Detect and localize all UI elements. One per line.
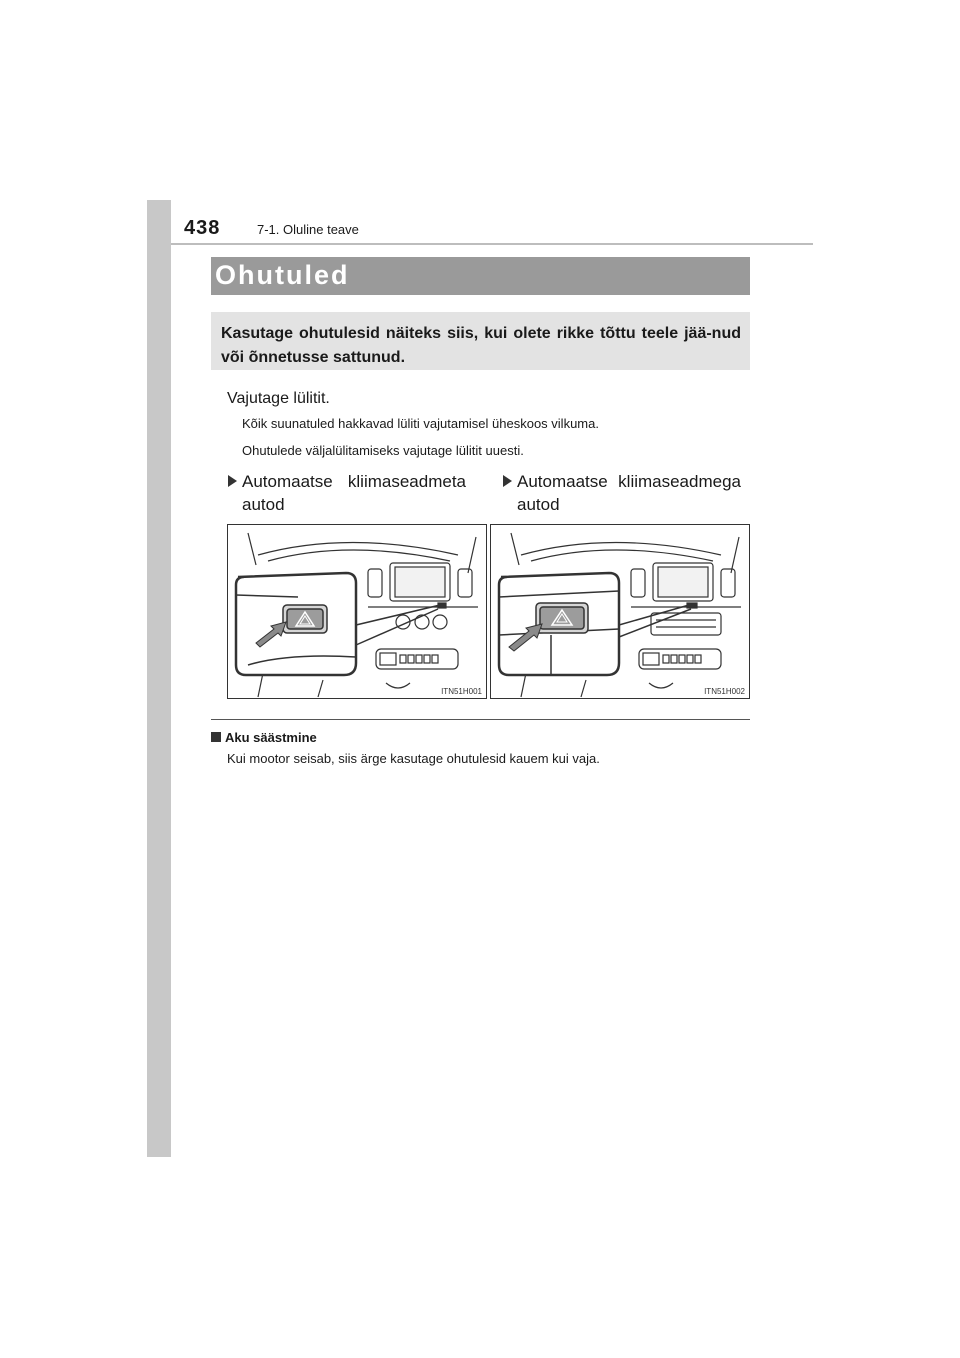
variant-with-climate <box>503 470 741 516</box>
instruction-text: Vajutage lülitit. <box>227 390 330 407</box>
square-bullet-icon <box>211 732 221 742</box>
note-turn-off: Ohutulede väljalülitamiseks vajutage lülitit uuesti. <box>242 443 524 458</box>
section-label: 7-1. Oluline teave <box>257 222 359 237</box>
variant-without-climate <box>228 470 466 516</box>
section-divider <box>211 719 750 720</box>
dashboard-illustration <box>491 525 749 698</box>
note-body-text: Kui mootor seisab, siis ärge kasutage ohutulesid kauem kui vaja. <box>227 751 600 766</box>
intro-text: Kasutage ohutulesid näiteks siis, kui olete rikke tõttu teele jää-nud või õnnetusse sattunud. <box>221 325 741 366</box>
illustration-with-climate <box>490 524 750 699</box>
figure-code: ITN51H001 <box>441 687 482 696</box>
illustration-figure <box>227 524 750 699</box>
page-sidebar <box>147 200 171 1157</box>
figure-code: ITN51H002 <box>704 687 745 696</box>
variant-label: Automaatse kliimaseadmeta autod <box>242 472 466 514</box>
note-all-signals: Kõik suunatuled hakkavad lüliti vajutamisel üheskoos vilkuma. <box>242 416 599 431</box>
triangle-bullet-icon <box>503 475 512 487</box>
note-heading <box>211 730 317 745</box>
intro-box <box>211 312 750 370</box>
note-heading-text: Aku säästmine <box>225 730 317 745</box>
page-title: Ohutuled <box>215 260 350 290</box>
triangle-bullet-icon <box>228 475 237 487</box>
page-number: 438 <box>184 217 221 239</box>
dashboard-illustration <box>228 525 486 698</box>
title-bar <box>211 257 750 295</box>
header-rule <box>171 243 813 245</box>
page-header <box>147 200 813 244</box>
illustration-without-climate <box>227 524 487 699</box>
variant-label: Automaatse kliimaseadmega autod <box>517 472 741 514</box>
